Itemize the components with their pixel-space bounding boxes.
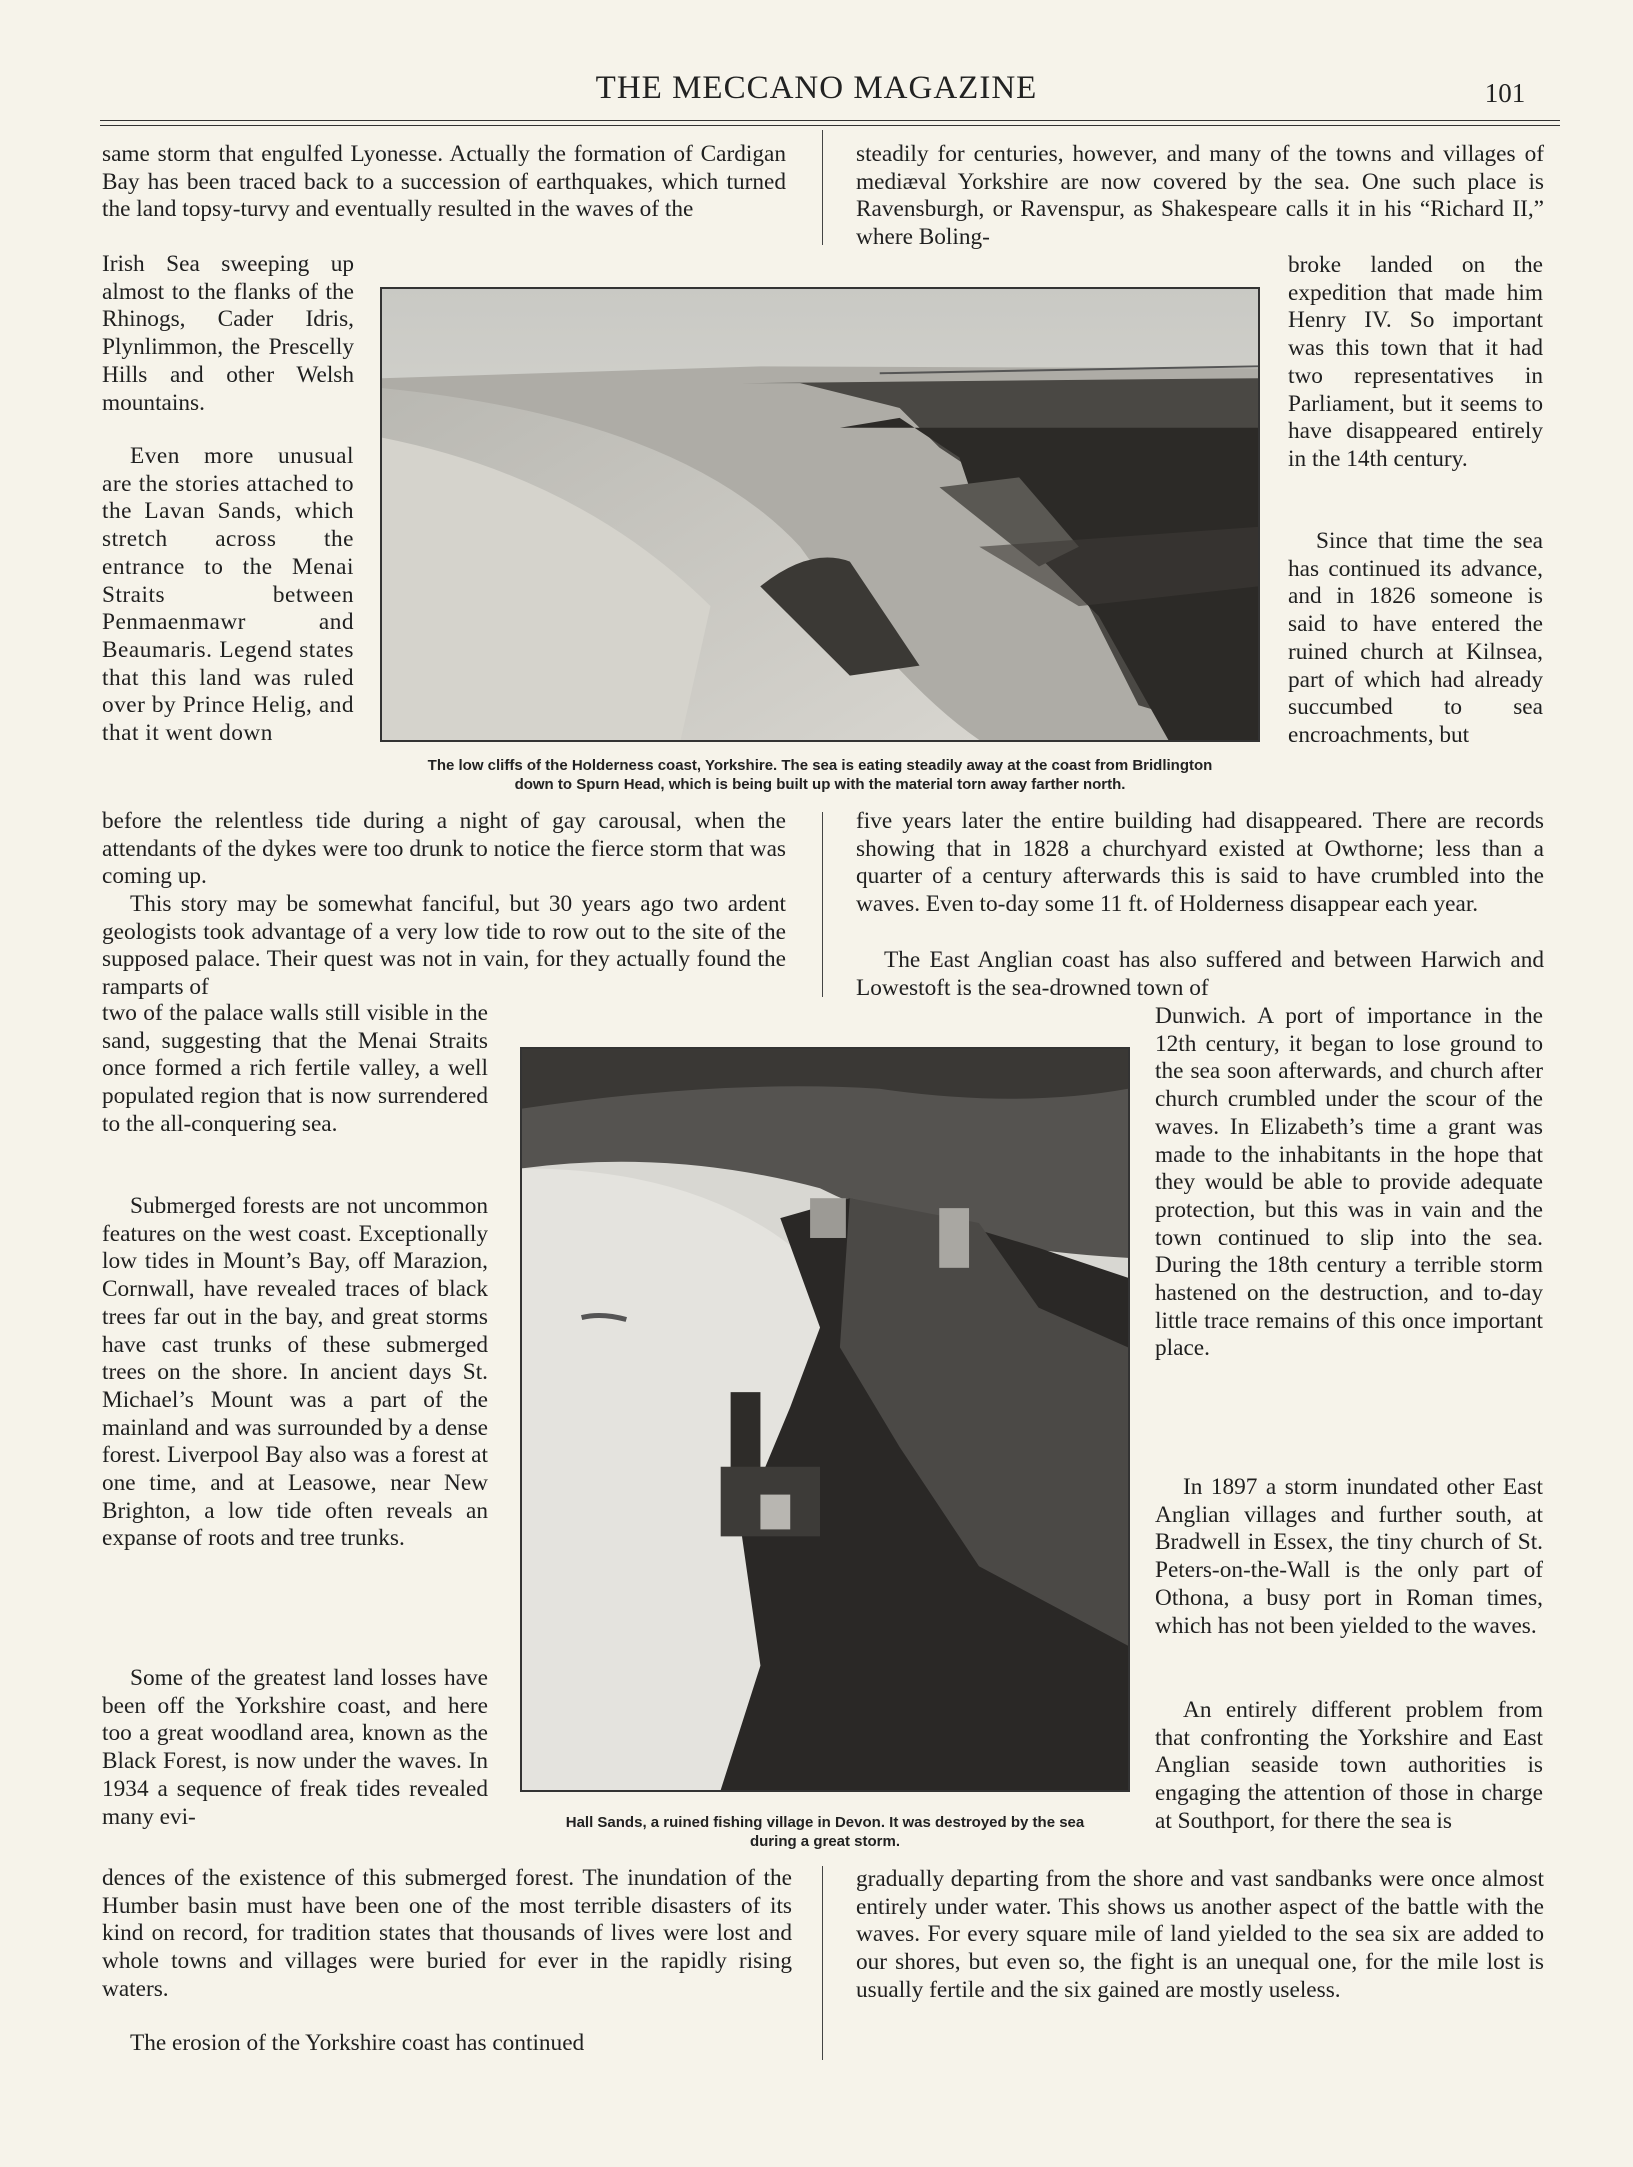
coastal-cliffs-photo (380, 287, 1260, 742)
right-text-paragraph: In 1897 a storm inundated other East Anglian villages and further south, at Bradwell in Essex, the tiny church of St. Peters-on-the-Wall is the only part of Othona, a busy port in Roman times, which has not been yielded to the waves. (1155, 1474, 1543, 1639)
left-text-paragraph: The erosion of the Yorkshire coast has continued (130, 2030, 585, 2056)
caption-line: The low cliffs of the Holderness coast, Yorkshire. The sea is eating steadily away at the coast from Bridlington (427, 757, 1213, 774)
right-text-block: gradually departing from the shore and vast sandbanks were once almost entirely under water. This shows us another aspect of the battle with the waves. For every square mile of land yielded to the sea six are added to our shores, but even so, the fight is an unequal one, for the mile lost is usually fertile and the six gained are mostly useless. (856, 1866, 1544, 2003)
left-text-paragraph: Even more unusual are the stories attached to the Lavan Sands, which stretch across the entrance to the Menai Straits between Penmaenmawr and Beaumaris. Legend states that this land was ruled over by Prince Helig, and that it went down (102, 443, 354, 747)
left-text-paragraph: Submerged forests are not uncommon features on the west coast. Exceptionally low tides in Mount’s Bay, off Marazion, Cornwall, have revealed traces of black trees far out in the bay, and great storms have cast trunks of these submerged trees on the shore. In ancient days St. Michael’s Mount was a part of the mainland and was surrounded by a dense forest. Liverpool Bay also was a forest at one time, and at Leasowe, near New Brighton, a low tide often reveals an expanse of roots and tree trunks. (102, 1193, 488, 1552)
figure-caption-1 (375, 756, 1265, 794)
magazine-title: THE MECCANO MAGAZINE (595, 70, 1038, 106)
left-text-paragraph: This story may be somewhat fanciful, but 30 years ago two ardent geologists took advantage of a very low tide to row out to the site of the supposed palace. Their quest was not in vain, for they actually found the ramparts of (102, 891, 786, 1001)
right-text-paragraph: An entirely different problem from that confronting the Yorkshire and East Anglian seaside town authorities is engaging the attention of those in charge at Southport, for there the sea is (1155, 1697, 1543, 1834)
figure-caption-2 (515, 1813, 1135, 1851)
header-rule-lower (100, 125, 1560, 126)
header-rule (100, 120, 1560, 121)
right-text-paragraph: Since that time the sea has continued its advance, and in 1826 someone is said to have entered the ruined church at Kilnsea, part of which had already succumbed to sea encroachments, but (1288, 528, 1543, 748)
caption-line: down to Spurn Head, which is being built up with the material torn away farther north. (514, 776, 1126, 793)
right-text-block: broke landed on the expedition that made him Henry IV. So important was this town that it had two representatives in Parliament, but it seems to have disappeared entirely in the 14th century. (1288, 252, 1543, 472)
left-text-block: Irish Sea sweeping up almost to the flanks of the Rhinogs, Cader Idris, Plynlimmon, the Prescelly Hills and other Welsh mountains. (102, 251, 354, 416)
left-text-block: two of the palace walls still visible in the sand, suggesting that the Menai Straits once formed a rich fertile valley, a well populated region that is now surrendered to the all-conquering sea. (102, 1000, 488, 1137)
left-text-paragraph: Some of the greatest land losses have been off the Yorkshire coast, and here too a great woodland area, known as the Black Forest, is now under the waves. In 1934 a sequence of freak tides revealed many evi- (102, 1665, 488, 1830)
right-text-block: five years later the entire building had disappeared. There are records showing that in 1828 a churchyard existed at Owthorne; less than a quarter of a century afterwards this is said to have crumbled into the waves. Even to-day some 11 ft. of Holderness disappear each year. (856, 808, 1544, 918)
right-text-block: steadily for centuries, however, and many of the towns and villages of mediæval Yorkshire are now covered by the sea. One such place is Ravensburgh, or Ravenspur, as Shakespeare calls it in his “Richard II,” where Boling- (856, 141, 1544, 251)
page-number: 101 (1484, 78, 1526, 108)
right-text-block: Dunwich. A port of importance in the 12th century, it began to lose ground to the sea soon afterwards, and church after church crumbled under the scour of the waves. In Elizabeth’s time a grant was made to the inhabitants in the hope that they would be able to provide adequate protection, but this was in vain and the town continued to slip into the sea. During the 18th century a terrible storm hastened on the destruction, and to-day little trace remains of this once important place. (1155, 1003, 1543, 1362)
left-text-block: dences of the existence of this submerged forest. The inundation of the Humber basin must have been one of the most terrible disasters of its kind on record, for tradition states that thousands of lives were lost and whole towns and villages were buried for ever in the rapidly rising waters. (102, 1865, 792, 2002)
left-text-block: before the relentless tide during a night of gay carousal, when the attendants of the dykes were too drunk to notice the fierce storm that was coming up. (102, 808, 786, 890)
left-text-block: same storm that engulfed Lyonesse. Actually the formation of Cardigan Bay has been traced back to a succession of earthquakes, which turned the land topsy-turvy and eventually resulted in the waves of the (102, 141, 786, 223)
ruined-village-photo (520, 1047, 1130, 1792)
caption-line: Hall Sands, a ruined fishing village in Devon. It was destroyed by the sea (565, 1814, 1085, 1831)
caption-line: during a great storm. (749, 1833, 901, 1850)
right-text-paragraph: The East Anglian coast has also suffered and between Harwich and Lowestoft is the sea-drowned town of (856, 947, 1544, 1001)
column-divider-top (822, 130, 823, 245)
column-divider-middle (822, 812, 823, 997)
column-divider-bottom (822, 1866, 823, 2060)
